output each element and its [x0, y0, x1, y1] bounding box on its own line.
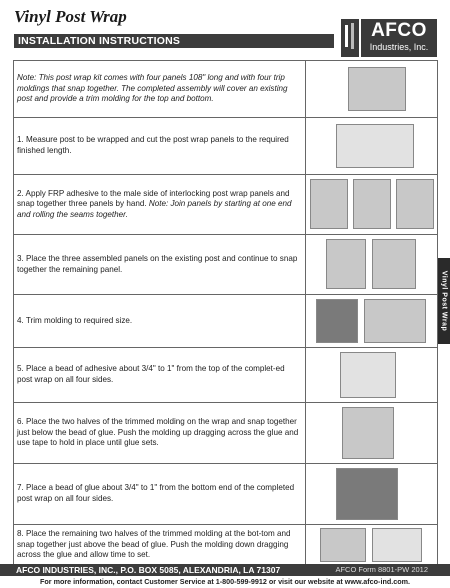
step-illustration [306, 464, 437, 524]
table-row [14, 525, 437, 565]
step-note: Note: This post wrap kit comes with four panels 108" long and with four trip moldings that snap together. The completed assembly will cover an existing post and provide a trim molding for the top and bottom. [17, 73, 288, 104]
step-illustration [306, 235, 437, 294]
step-illustration [306, 295, 437, 347]
step-text: 3. Place the three assembled panels on the existing post and continue to snap together the remaining panel. [17, 253, 298, 274]
logo-box [361, 19, 437, 57]
step-illustration [306, 348, 437, 402]
table-row [14, 403, 437, 464]
step-text-cell [14, 464, 306, 524]
step-illustration [306, 403, 437, 463]
logo-mark-icon [341, 19, 359, 57]
logo-name: AFCO [371, 20, 427, 41]
footer-address: AFCO INDUSTRIES, INC., P.O. BOX 5085, ALEXANDRIA, LA 71307 [16, 565, 281, 575]
footer-contact: For more information, contact Customer Service at 1-800-599-9912 or visit our website at www.afco-ind.com. [40, 577, 410, 586]
step-text: 1. Measure post to be wrapped and cut the post wrap panels to the required finished length. [17, 135, 289, 155]
step-text-cell [14, 525, 306, 565]
footer-bar [0, 564, 450, 576]
molding-photo [316, 299, 358, 343]
snap-photo [353, 179, 391, 229]
page-title: Vinyl Post Wrap [14, 7, 127, 26]
table-row [14, 348, 437, 403]
section-header: INSTALLATION INSTRUCTIONS [14, 34, 334, 48]
step-text-cell [14, 295, 306, 347]
step-text: 8. Place the remaining two halves of the trimmed molding at the bot-tom and snap together just above the bead of glue. Push the molding down dragging across the glue and allow time to set. [17, 529, 291, 560]
bottom-glue-photo [336, 468, 398, 520]
step-illustration [306, 525, 437, 565]
step-illustration [306, 118, 437, 174]
trim-photo [364, 299, 426, 343]
roll-photo [396, 179, 434, 229]
step-text-cell [14, 348, 306, 402]
step-text: 7. Place a bead of glue about 3/4" to 1" from the bottom end of the completed post wrap on all four sides. [17, 483, 295, 503]
company-logo [341, 19, 437, 57]
table-row [14, 175, 437, 235]
top-molding-photo [342, 407, 394, 459]
instructions-table [13, 60, 438, 566]
table-row [14, 295, 437, 348]
step-text-cell [14, 235, 306, 294]
table-row [14, 235, 437, 295]
adhesive-photo [310, 179, 348, 229]
step-text: 2. Apply FRP adhesive to the male side of interlocking post wrap panels and snap together three panels by hand. [17, 188, 290, 209]
finished-post-photo [372, 528, 422, 562]
side-tab [438, 258, 450, 344]
snap-remaining-photo [372, 239, 416, 289]
step-text: 4. Trim molding to required size. [17, 315, 133, 325]
place-panels-photo [326, 239, 366, 289]
footer-form-number: AFCO Form 8801-PW 2012 [335, 565, 428, 574]
top-adhesive-photo [340, 352, 396, 398]
side-tab-label: Vinyl Post Wrap [440, 270, 448, 332]
step-note: Note: Join panels by starting at one end and rolling the seams together. [17, 199, 292, 219]
step-text-cell [14, 61, 306, 117]
table-row [14, 118, 437, 175]
step-text: 5. Place a bead of adhesive about 3/4" to 1" from the top of the complet-ed post wrap on all four sides. [17, 364, 285, 384]
measure-photo [336, 124, 414, 168]
step-illustration [306, 175, 437, 234]
step-text-cell [14, 118, 306, 174]
step-text: 6. Place the two halves of the trimmed molding on the wrap and snap together just below the bead of glue. Push the molding up dragging across the glue and use tape to hold in place until glue sets. [17, 417, 299, 448]
table-row [14, 464, 437, 525]
step-text-cell [14, 403, 306, 463]
panels-photo [348, 67, 406, 111]
bottom-molding-photo [320, 528, 366, 562]
logo-subtitle: Industries, Inc. [369, 42, 429, 52]
step-illustration [306, 61, 437, 117]
table-row [14, 61, 437, 118]
step-text-cell [14, 175, 306, 234]
